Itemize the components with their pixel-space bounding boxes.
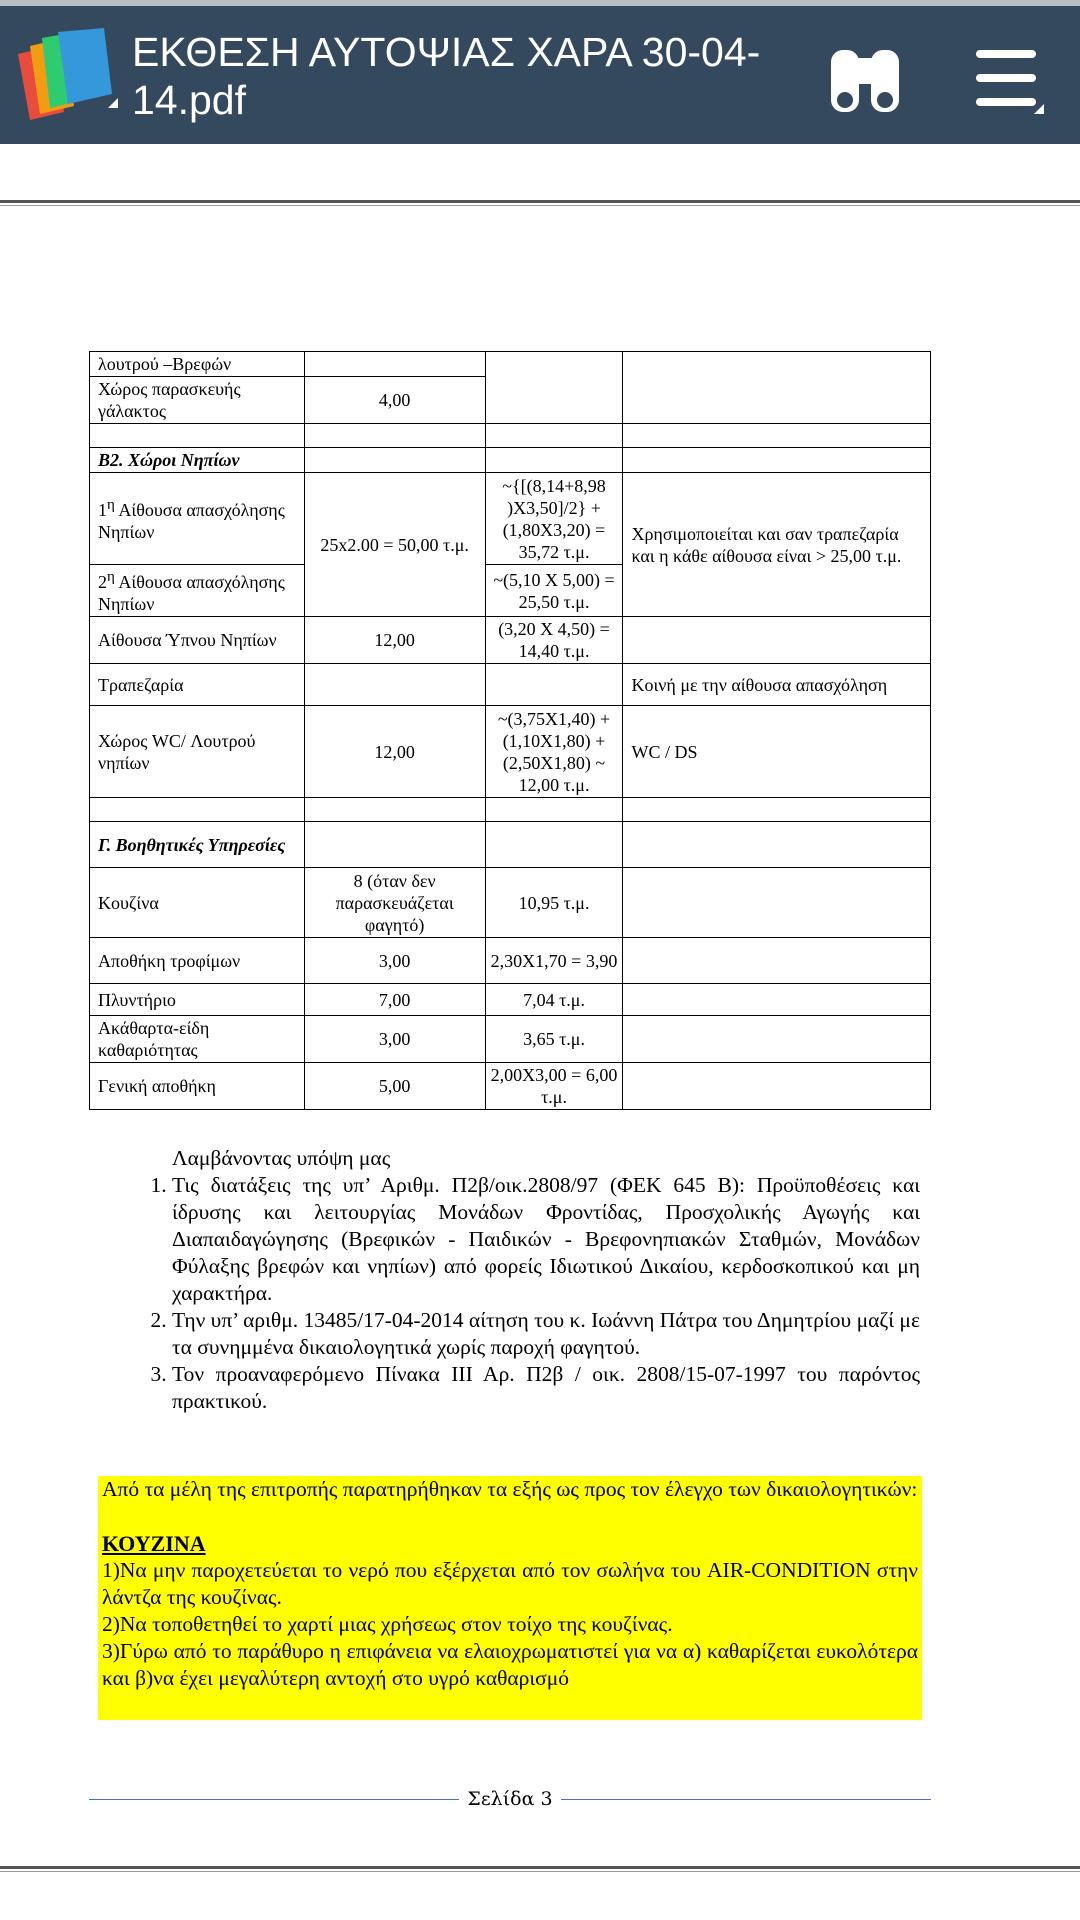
table-cell bbox=[623, 868, 931, 938]
table-cell bbox=[304, 664, 485, 706]
table-cell: Τραπεζαρία bbox=[90, 664, 305, 706]
menu-icon[interactable] bbox=[970, 44, 1046, 118]
list-item: 2. Την υπ’ αριθμ. 13485/17-04-2014 αίτηση του κ. Ιωάννη Πάτρα του Δημητρίου μαζί με τα συνημμένα δικαιολογητικά χωρίς παροχή φαγητού. bbox=[172, 1307, 920, 1361]
table-cell bbox=[304, 352, 485, 377]
table-cell bbox=[623, 424, 931, 448]
table-cell: Ακάθαρτα-είδη καθαριότητας bbox=[90, 1016, 305, 1063]
section-heading: Γ. Βοηθητικές Υπηρεσίες bbox=[90, 822, 305, 868]
table-row bbox=[90, 938, 931, 984]
table-row bbox=[90, 617, 931, 664]
table-cell: ~(3,75Χ1,40) + (1,10Χ1,80) + (2,50Χ1,80) ~ 12,00 τ.μ. bbox=[485, 706, 623, 798]
highlighted-observations bbox=[98, 1476, 922, 1720]
page-bottom-border bbox=[0, 1866, 1080, 1869]
table-row bbox=[90, 1063, 931, 1110]
table-cell bbox=[304, 424, 485, 448]
app-bar bbox=[0, 6, 1080, 144]
table-cell: 3,65 τ.μ. bbox=[485, 1016, 623, 1063]
table-row bbox=[90, 448, 931, 473]
table-cell: (3,20 Χ 4,50) = 14,40 τ.μ. bbox=[485, 617, 623, 664]
table-cell bbox=[304, 822, 485, 868]
table-cell: λουτρού –Βρεφών bbox=[90, 352, 305, 377]
table-cell: 25x2.00 = 50,00 τ.μ. bbox=[304, 473, 485, 617]
table-cell bbox=[90, 424, 305, 448]
table-cell: $2^\eta$ Αίθουσα απασχόλησης Νηπίων bbox=[90, 565, 305, 617]
table-cell: 10,95 τ.μ. bbox=[485, 868, 623, 938]
page-top-border bbox=[0, 200, 1080, 203]
table-cell: 12,00 bbox=[304, 706, 485, 798]
table-cell: Αποθήκη τροφίμων bbox=[90, 938, 305, 984]
considerations-section bbox=[100, 1145, 920, 1415]
table-cell: 3,00 bbox=[304, 1016, 485, 1063]
table-cell: Χώρος παρασκευής γάλακτος bbox=[90, 377, 305, 424]
table-cell: 8 (όταν δεν παρασκευάζεται φαγητό) bbox=[304, 868, 485, 938]
table-cell bbox=[485, 664, 623, 706]
table-cell: 7,04 τ.μ. bbox=[485, 984, 623, 1016]
table-cell bbox=[623, 798, 931, 822]
kitchen-heading: ΚΟΥΖΙΝΑ bbox=[102, 1531, 206, 1556]
table-cell bbox=[623, 938, 931, 984]
table-cell bbox=[623, 352, 931, 424]
observations-lead: Από τα μέλη της επιτροπής παρατηρήθηκαν τα εξής ως προς τον έλεγχο των δικαιολογητικών: bbox=[102, 1477, 918, 1501]
page-bottom-border-thin bbox=[0, 1871, 1080, 1872]
table-cell: Χώρος WC/ Λουτρού νηπίων bbox=[90, 706, 305, 798]
table-cell bbox=[304, 448, 485, 473]
observation-item: 3)Γύρω από το παράθυρο η επιφάνεια να ελαιοχρωματιστεί για να α) καθαρίζεται ευκολότερα και β)να έχει μεγαλύτερη αντοχή στο υγρό καθαρισμό bbox=[102, 1639, 918, 1690]
table-cell: 2,00Χ3,00 = 6,00 τ.μ. bbox=[485, 1063, 623, 1110]
table-cell: Κουζίνα bbox=[90, 868, 305, 938]
table-cell: ~{[(8,14+8,98 )Χ3,50]/2} + (1,80Χ3,20) = 35,72 τ.μ. bbox=[485, 473, 623, 565]
table-row bbox=[90, 424, 931, 448]
list-item: 1. Τις διατάξεις της υπ’ Αριθμ. Π2β/οικ.2808/97 (ΦΕΚ 645 Β): Προϋποθέσεις και ίδρυσης και λειτουργίας Μονάδων Φροντίδας, Προσχολικής Αγωγής και Διαπαιδαγώγησης (Βρεφικών - Παιδικών - Βρεφονηπιακών Σταθμών, Μονάδων Φύλαξης βρεφών και νηπίων) από φορείς Ιδιωτικού Δικαίου, κερδοσκοπικού και μη χαρακτήρα. bbox=[172, 1172, 920, 1307]
observation-item: 2)Να τοποθετηθεί το χαρτί μιας χρήσεως στον τοίχο της κουζίνας. bbox=[102, 1612, 673, 1636]
table-cell: ~(5,10 Χ 5,00) = 25,50 τ.μ. bbox=[485, 565, 623, 617]
table-row bbox=[90, 1016, 931, 1063]
table-row bbox=[90, 822, 931, 868]
observation-item: 1)Να μην παροχετεύεται το νερό που εξέρχεται από τον σωλήνα του AIR-CONDITION στην λάντζα της κουζίνας. bbox=[102, 1558, 918, 1609]
table-cell: 3,00 bbox=[304, 938, 485, 984]
page-top-border-thin bbox=[0, 205, 1080, 206]
table-cell bbox=[623, 617, 931, 664]
table-cell bbox=[623, 1016, 931, 1063]
intro-text: Λαμβάνοντας υπόψη μας bbox=[172, 1146, 391, 1170]
table-row bbox=[90, 473, 931, 565]
table-cell: 12,00 bbox=[304, 617, 485, 664]
table-row bbox=[90, 984, 931, 1016]
table-cell bbox=[90, 798, 305, 822]
table-row bbox=[90, 706, 931, 798]
page-footer bbox=[89, 1785, 931, 1815]
table-cell bbox=[623, 1063, 931, 1110]
table-cell bbox=[485, 352, 623, 424]
app-logo-icon[interactable] bbox=[12, 24, 122, 124]
table-cell: 5,00 bbox=[304, 1063, 485, 1110]
document-title: ΕΚΘΕΣΗ ΑΥΤΟΨΙΑΣ ΧΑΡΑ 30-04-14.pdf bbox=[132, 29, 761, 123]
table-cell: 7,00 bbox=[304, 984, 485, 1016]
table-cell bbox=[485, 822, 623, 868]
table-cell bbox=[623, 822, 931, 868]
table-cell bbox=[485, 424, 623, 448]
table-cell: Αίθουσα Ύπνου Νηπίων bbox=[90, 617, 305, 664]
table-cell: 4,00 bbox=[304, 377, 485, 424]
table-cell: 2,30Χ1,70 = 3,90 bbox=[485, 938, 623, 984]
table-cell bbox=[623, 448, 931, 473]
table-row bbox=[90, 868, 931, 938]
table-cell: Γενική αποθήκη bbox=[90, 1063, 305, 1110]
table-cell bbox=[485, 448, 623, 473]
spacer bbox=[98, 1503, 922, 1530]
table-cell: WC / DS bbox=[623, 706, 931, 798]
room-area-table bbox=[89, 351, 931, 1110]
table-row bbox=[90, 798, 931, 822]
list-item: 3. Τον προαναφερόμενο Πίνακα ΙΙΙ Αρ. Π2β / οικ. 2808/15-07-1997 του παρόντος πρακτικού. bbox=[172, 1361, 920, 1415]
table-cell bbox=[623, 984, 931, 1016]
section-heading: Β2. Χώροι Νηπίων bbox=[90, 448, 305, 473]
table-cell bbox=[485, 798, 623, 822]
page-number: Σελίδα 3 bbox=[459, 1788, 560, 1810]
table-cell bbox=[304, 798, 485, 822]
binoculars-icon[interactable] bbox=[828, 44, 902, 118]
table-cell: $1^\eta$ Αίθουσα απασχόλησης Νηπίων bbox=[90, 473, 305, 565]
considerations-list bbox=[100, 1172, 920, 1415]
table-cell: Χρησιμοποιείται και σαν τραπεζαρία και η κάθε αίθουσα είναι > 25,00 τ.μ. bbox=[623, 473, 931, 617]
table-cell: Κοινή με την αίθουσα απασχόληση bbox=[623, 664, 931, 706]
table-row bbox=[90, 352, 931, 377]
table-row bbox=[90, 664, 931, 706]
table-cell: Πλυντήριο bbox=[90, 984, 305, 1016]
